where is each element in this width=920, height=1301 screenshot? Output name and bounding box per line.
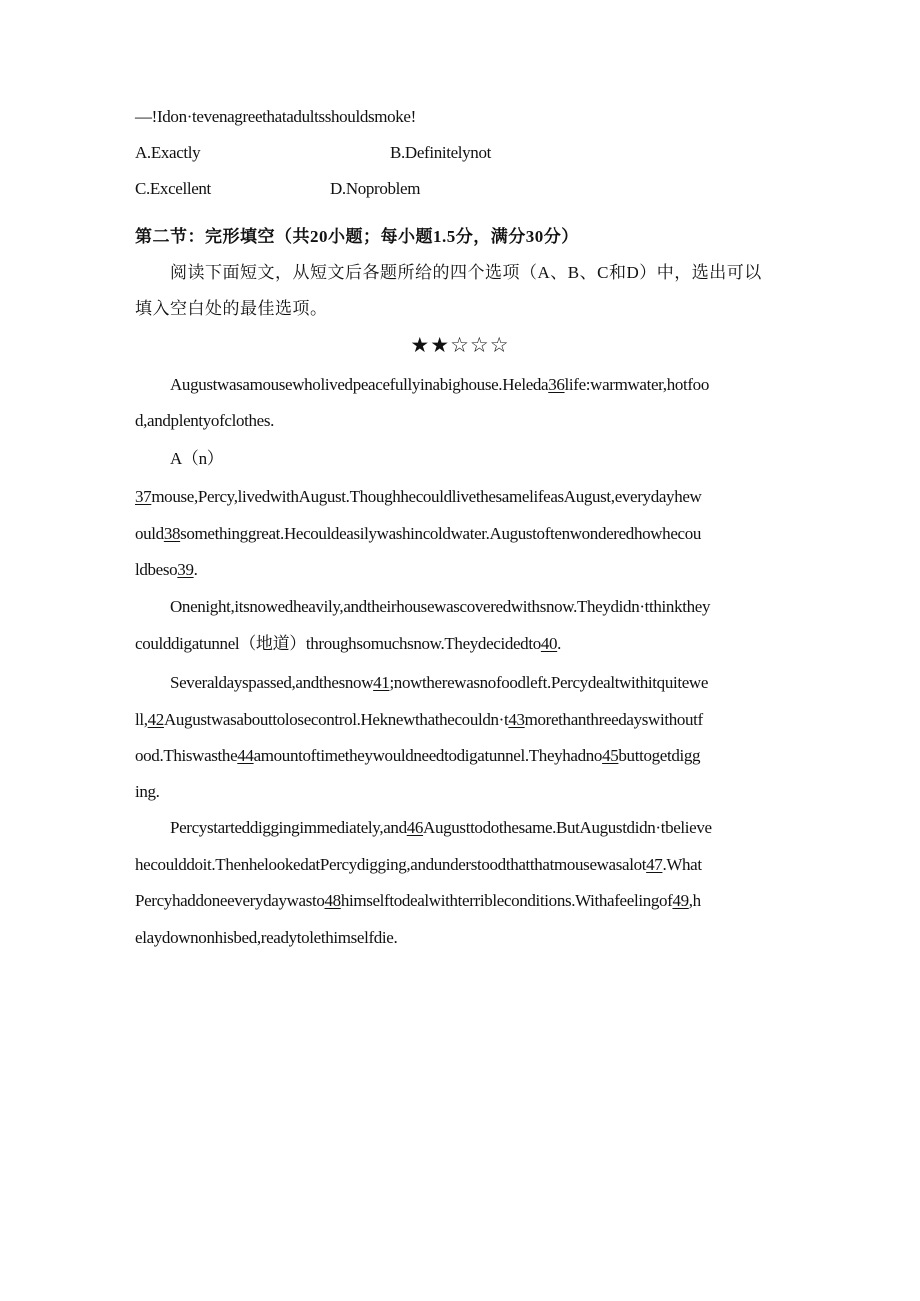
blank-46: 46 [406, 818, 424, 837]
blank-47: 47 [646, 855, 663, 874]
blank-36: 36 [548, 375, 565, 394]
option-a: A.Exactly [135, 143, 201, 162]
instructions-line-1: 阅读下面短文，从短文后各题所给的四个选项（A、B、C和D）中，选出可以 [170, 263, 762, 282]
blank-48: 48 [324, 891, 341, 910]
passage-line: 37mouse,Percy,livedwithAugust.ThoughhecouldlivethesamelifeasAugust,everydayhew [135, 487, 702, 506]
section-heading: 第二节：完形填空（共20小题；每小题1.5分，满分30分） [135, 227, 579, 246]
passage-line: ould38somethinggreat.Hecouldeasilywashincoldwater.Augustoftenwonderedhowhecou [135, 524, 702, 543]
passage-line: elaydownonhisbed,readytolethimselfdie. [135, 928, 398, 947]
blank-41: 41 [373, 673, 390, 692]
blank-42: 42 [147, 710, 164, 729]
option-c: C.Excellent [135, 179, 211, 198]
option-b: B.Definitelynot [390, 143, 491, 162]
passage-line: Onenight,itsnowedheavily,andtheirhousewascoveredwithsnow.Theydidn·tthinkthey [170, 597, 711, 616]
passage-line: ing. [135, 782, 160, 801]
passage-line: Percystarteddiggingimmediately,and46Augusttodothesame.ButAugustdidn·tbelieve [170, 818, 712, 837]
difficulty-rating: ★★☆☆☆ [410, 333, 510, 357]
blank-44: 44 [237, 746, 254, 765]
passage-line: Severaldayspassed,andthesnow41;nowtherewasnofoodleft.Percydealtwithitquitewe [170, 673, 709, 692]
blank-40: 40 [540, 634, 558, 653]
passage-line: coulddigatunnel（地道）throughsomuchsnow.Theydecidedto40. [135, 634, 562, 653]
passage-line: d,andplentyofclothes. [135, 411, 275, 430]
blank-43: 43 [508, 710, 525, 729]
passage-line: Percyhaddoneeverydaywasto48himselftodealwithterribleconditions.Withafeelingof49,h [135, 891, 701, 910]
passage-line: ldbeso39. [135, 560, 198, 579]
passage-line: Augustwasamousewholivedpeacefullyinabighouse.Heleda36life:warmwater,hotfoo [170, 375, 709, 394]
passage-line: hecoulddoit.ThenhelookedatPercydigging,andunderstoodthatthatmousewasalot47.What [135, 855, 702, 874]
blank-49: 49 [672, 891, 689, 910]
blank-37: 37 [135, 487, 152, 506]
blank-39: 39 [177, 560, 194, 579]
option-d: D.Noproblem [330, 179, 421, 198]
blank-45: 45 [602, 746, 619, 765]
passage-line: ll,42Augustwasabouttolosecontrol.Heknewthathecouldn·t43morethanthreedayswithoutf [135, 710, 703, 729]
passage-line: A（n） [170, 449, 224, 468]
blank-38: 38 [163, 524, 181, 543]
question-stem: —!Idon·tevenagreethatadultsshouldsmoke! [135, 107, 416, 126]
instructions-line-2: 填入空白处的最佳选项。 [135, 299, 328, 318]
passage-line: ood.Thiswasthe44amountoftimetheywouldneedtodigatunnel.Theyhadno45buttogetdigg [135, 746, 701, 765]
